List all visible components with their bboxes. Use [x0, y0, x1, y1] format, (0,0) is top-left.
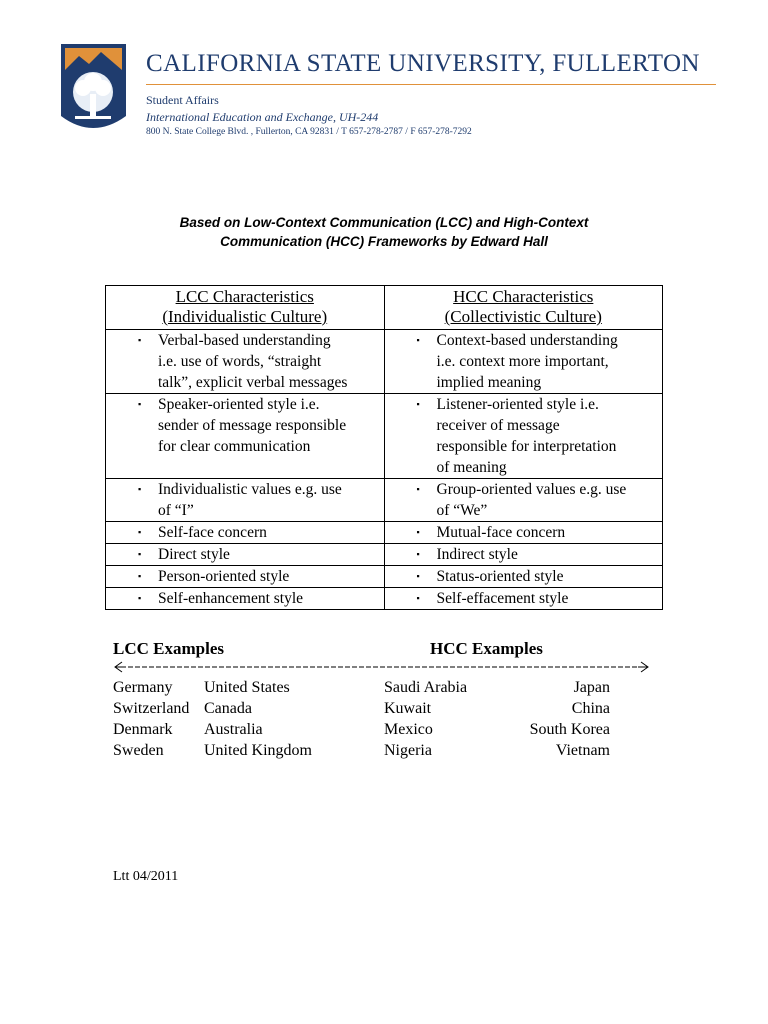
hcc-cell [384, 588, 663, 610]
table-row [106, 566, 663, 588]
hcc-cell [384, 394, 663, 479]
hcc-header-line-1: HCC Characteristics [453, 287, 594, 306]
cell-line: sender of message responsible [158, 417, 347, 434]
lcc-header-line-1: LCC Characteristics [175, 287, 314, 306]
table-header-row [106, 286, 663, 330]
cell-line: Person-oriented style [158, 568, 290, 585]
cell-line: Context-based understanding [436, 332, 618, 349]
table-row [106, 588, 663, 610]
country: Germany [113, 679, 173, 696]
country: Kuwait [384, 700, 432, 717]
cell-line: of “We” [436, 502, 488, 519]
cell-line: Verbal-based understanding [158, 332, 331, 349]
csuf-logo [61, 44, 126, 136]
cell-line: Self-face concern [158, 524, 267, 541]
cell-line: talk”, explicit verbal messages [158, 374, 348, 391]
cell-line: i.e. context more important, [436, 353, 609, 370]
cell-line: Individualistic values e.g. use [158, 481, 342, 498]
lcc-cell [106, 544, 385, 566]
cell-line: Group-oriented values e.g. use [436, 481, 627, 498]
bullet-icon: ▪ [138, 335, 142, 345]
bullet-icon: ▪ [416, 335, 420, 345]
bullet-icon: ▪ [138, 571, 142, 581]
bullet-icon: ▪ [416, 399, 420, 409]
hcc-examples-title: HCC Examples [430, 639, 543, 658]
cell-line: Indirect style [436, 546, 518, 563]
lcc-cell [106, 330, 385, 394]
bullet-icon: ▪ [416, 549, 420, 559]
continuum-arrow-icon [113, 657, 650, 677]
cell-line: implied meaning [436, 374, 542, 391]
country: Japan [573, 679, 610, 696]
table-row [106, 394, 663, 479]
bullet-icon: ▪ [138, 527, 142, 537]
cell-line: responsible for interpretation [436, 438, 617, 455]
lcc-cell [106, 394, 385, 479]
bullet-icon: ▪ [138, 399, 142, 409]
cell-line: Direct style [158, 546, 230, 563]
cell-line: receiver of message [436, 417, 560, 434]
country: Saudi Arabia [384, 679, 468, 696]
country: China [571, 700, 610, 717]
hcc-cell [384, 566, 663, 588]
lcc-examples-title: LCC Examples [113, 639, 224, 658]
cell-line: Speaker-oriented style i.e. [158, 396, 320, 413]
country: Mexico [384, 721, 433, 738]
table-row [106, 522, 663, 544]
lcc-cell [106, 479, 385, 522]
document-heading [100, 213, 668, 251]
cell-line: of “I” [158, 502, 194, 519]
country: Vietnam [555, 742, 610, 759]
country: United Kingdom [204, 742, 312, 759]
bullet-icon: ▪ [416, 527, 420, 537]
bullet-icon: ▪ [416, 484, 420, 494]
cell-line: Self-effacement style [436, 590, 569, 607]
lcc-cell [106, 522, 385, 544]
hcc-cell [384, 479, 663, 522]
cell-line: i.e. use of words, “straight [158, 353, 322, 370]
university-name: CALIFORNIA STATE UNIVERSITY, FULLERTON [146, 50, 700, 77]
address: 800 N. State College Blvd. , Fullerton, CA 92831 / T 657-278-2787 / F 657-278-7292 [146, 127, 472, 137]
cell-line: of meaning [436, 459, 507, 476]
bullet-icon: ▪ [416, 571, 420, 581]
heading-line-2: Communication (HCC) Frameworks by Edward Hall [220, 234, 548, 249]
table-row [106, 544, 663, 566]
header-rule [146, 84, 716, 85]
document-revision: Ltt 04/2011 [113, 869, 179, 884]
lcc-header [106, 286, 385, 330]
country: United States [204, 679, 290, 696]
cell-line: Listener-oriented style i.e. [436, 396, 599, 413]
cell-line: Mutual-face concern [436, 524, 566, 541]
cell-line: Status-oriented style [436, 568, 564, 585]
bullet-icon: ▪ [416, 593, 420, 603]
cell-line: Self-enhancement style [158, 590, 304, 607]
lcc-cell [106, 588, 385, 610]
country: South Korea [529, 721, 610, 738]
hcc-cell [384, 330, 663, 394]
lcc-header-line-2: (Individualistic Culture) [162, 307, 328, 326]
office: International Education and Exchange, UH-244 [146, 110, 379, 124]
heading-line-1: Based on Low-Context Communication (LCC) and High-Context [179, 215, 589, 230]
bullet-icon: ▪ [138, 484, 142, 494]
bullet-icon: ▪ [138, 593, 142, 603]
country: Denmark [113, 721, 173, 738]
country: Nigeria [384, 742, 432, 759]
country: Switzerland [113, 700, 190, 717]
country: Sweden [113, 742, 164, 759]
department: Student Affairs [146, 93, 219, 107]
hcc-header [384, 286, 663, 330]
lcc-hcc-table [105, 285, 663, 610]
country: Australia [204, 721, 263, 738]
hcc-cell [384, 544, 663, 566]
lcc-cell [106, 566, 385, 588]
table-row [106, 330, 663, 394]
hcc-cell [384, 522, 663, 544]
hcc-header-line-2: (Collectivistic Culture) [444, 307, 602, 326]
country: Canada [204, 700, 252, 717]
cell-line: for clear communication [158, 438, 311, 455]
bullet-icon: ▪ [138, 549, 142, 559]
table-row [106, 479, 663, 522]
